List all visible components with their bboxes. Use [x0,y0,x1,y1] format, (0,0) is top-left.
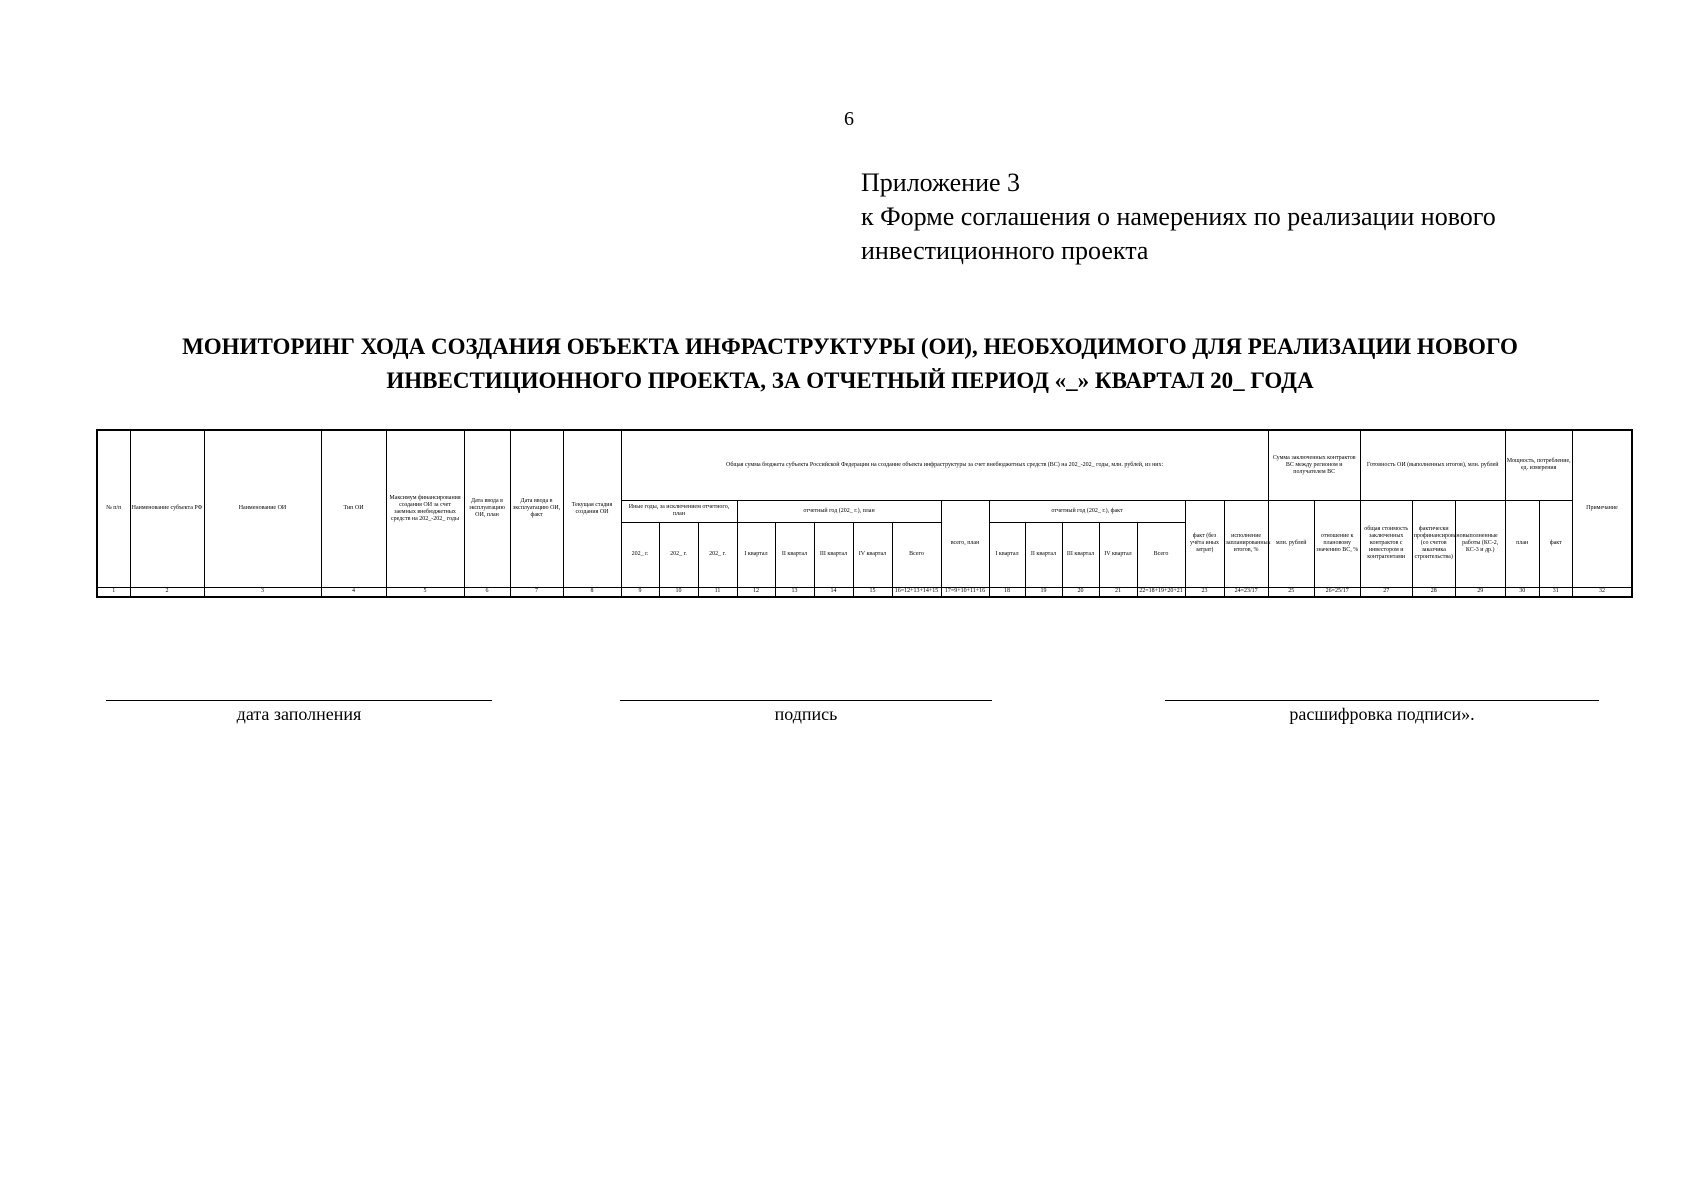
column-number: 12 [737,587,775,597]
quarter-cell: Всего [892,522,941,587]
column-number: 14 [814,587,853,597]
title-line-1: МОНИТОРИНГ ХОДА СОЗДАНИЯ ОБЪЕКТА ИНФРАСТРУКТУРЫ (ОИ), НЕОБХОДИМОГО ДЛЯ РЕАЛИЗАЦИИ НОВОГО [182,334,1518,359]
appendix-line-3: инвестиционного проекта [861,236,1149,265]
year-cell: 202_ г. [659,522,698,587]
subheader-total-cost: общая стоимость заключенных контрактов с инвестором и контрагентами [1360,500,1412,587]
subheader-fact: факт [1539,500,1572,587]
column-number: 6 [464,587,510,597]
quarter-cell: III квартал [814,522,853,587]
appendix-line-1: Приложение 3 [861,168,1021,197]
column-number: 3 [204,587,321,597]
column-number: 30 [1505,587,1539,597]
quarter-cell: III квартал [1062,522,1099,587]
group-header-capacity: Мощность, потребление, ед. измерения [1505,430,1572,500]
column-number: 29 [1455,587,1505,597]
column-number: 24=23/17 [1224,587,1268,597]
subheader-execution: исполнение запланированных итогов, % [1224,500,1268,587]
decode-signature-line [1165,700,1599,701]
column-number: 10 [659,587,698,597]
subheader-actual: фактически профинансировано (со счетов заказчика строительства) [1412,500,1455,587]
col-header-subject: Наименование субъекта РФ [130,430,204,587]
appendix-line-2: к Форме соглашения о намерениях по реализации нового [861,202,1496,231]
quarter-cell: Всего [1137,522,1185,587]
monitoring-table [96,429,1633,598]
page-number: 6 [844,108,854,130]
col-header-date-fact: Дата ввода в эксплуатацию ОИ, факт [510,430,563,587]
column-number: 18 [989,587,1025,597]
year-cell: 202_ г. [621,522,659,587]
quarter-cell: I квартал [989,522,1025,587]
column-numbers-row [97,587,1632,597]
col-header-stage: Текущая стадия создания ОИ [563,430,621,587]
quarter-cell: II квартал [1025,522,1062,587]
group-header-volume: Общая сумма бюджета субъекта Российской Федерации на создание объекта инфраструктуры за счет внебюджетных средств (ВС) на 202_-202_ годы, млн. рублей, из них: [621,430,1268,500]
group-header-ready: Готовность ОИ (выполненных итогов), млн. рублей [1360,430,1505,500]
column-number: 19 [1025,587,1062,597]
column-number: 23 [1185,587,1224,597]
date-label: дата заполнения [236,704,362,724]
column-number: 17=9+10+11+16 [941,587,989,597]
quarter-cell: IV квартал [853,522,892,587]
year-cell: 202_ г. [698,522,737,587]
decode-label: расшифровка подписи». [1289,704,1475,724]
column-number: 8 [563,587,621,597]
subheader-plan: план [1505,500,1539,587]
column-number: 20 [1062,587,1099,597]
column-number: 13 [775,587,814,597]
subheader-mln: млн. рублей [1268,500,1314,587]
column-number: 7 [510,587,563,597]
subheader-works: выполненные работы (КС-2, КС-3 и др.) [1455,500,1505,587]
signature-line [620,700,992,701]
column-number: 27 [1360,587,1412,597]
appendix-heading [861,166,1496,268]
column-number: 9 [621,587,659,597]
quarter-cell: I квартал [737,522,775,587]
column-number: 32 [1572,587,1632,597]
quarter-cell: IV квартал [1099,522,1137,587]
column-number: 28 [1412,587,1455,597]
subheader-total-plan: всего, план [941,500,989,587]
col-header-name: Наименование ОИ [204,430,321,587]
subheader-ratio: отношение к плановому значению ВС, % [1314,500,1360,587]
column-number: 25 [1268,587,1314,597]
col-header-max: Максимум финансирования создания ОИ за счет заемных внебюджетных средств на 202_-202_ годы [386,430,464,587]
column-number: 15 [853,587,892,597]
column-number: 5 [386,587,464,597]
title-line-2: ИНВЕСТИЦИОННОГО ПРОЕКТА, ЗА ОТЧЕТНЫЙ ПЕРИОД «_» КВАРТАЛ 20_ ГОДА [386,368,1314,393]
signature-label: подпись [774,704,838,724]
column-number: 2 [130,587,204,597]
column-number: 11 [698,587,737,597]
subheader-fact-excl: факт (без учёта иных затрат) [1185,500,1224,587]
subheader-prev-years: Иные годы, за исключением отчетного, план [621,500,737,522]
column-number: 21 [1099,587,1137,597]
col-header-note: Примечание [1572,430,1632,587]
document-title [60,330,1640,398]
column-number: 22=18+19+20+21 [1137,587,1185,597]
column-number: 4 [321,587,386,597]
quarter-cell: II квартал [775,522,814,587]
column-number: 26=25/17 [1314,587,1360,597]
group-header-sum: Сумма заключенных контрактов ВС между регионом и получателем ВС [1268,430,1360,500]
column-number: 1 [97,587,130,597]
date-signature-line [106,700,492,701]
col-header-date-plan: Дата ввода в эксплуатацию ОИ, план [464,430,510,587]
col-header-num: № п/п [97,430,130,587]
subheader-report-plan: отчетный год (202_ г.), план [737,500,941,522]
subheader-report-fact: отчетный год (202_ г.), факт [989,500,1185,522]
column-number: 16=12+13+14+15 [892,587,941,597]
column-number: 31 [1539,587,1572,597]
col-header-type: Тип ОИ [321,430,386,587]
